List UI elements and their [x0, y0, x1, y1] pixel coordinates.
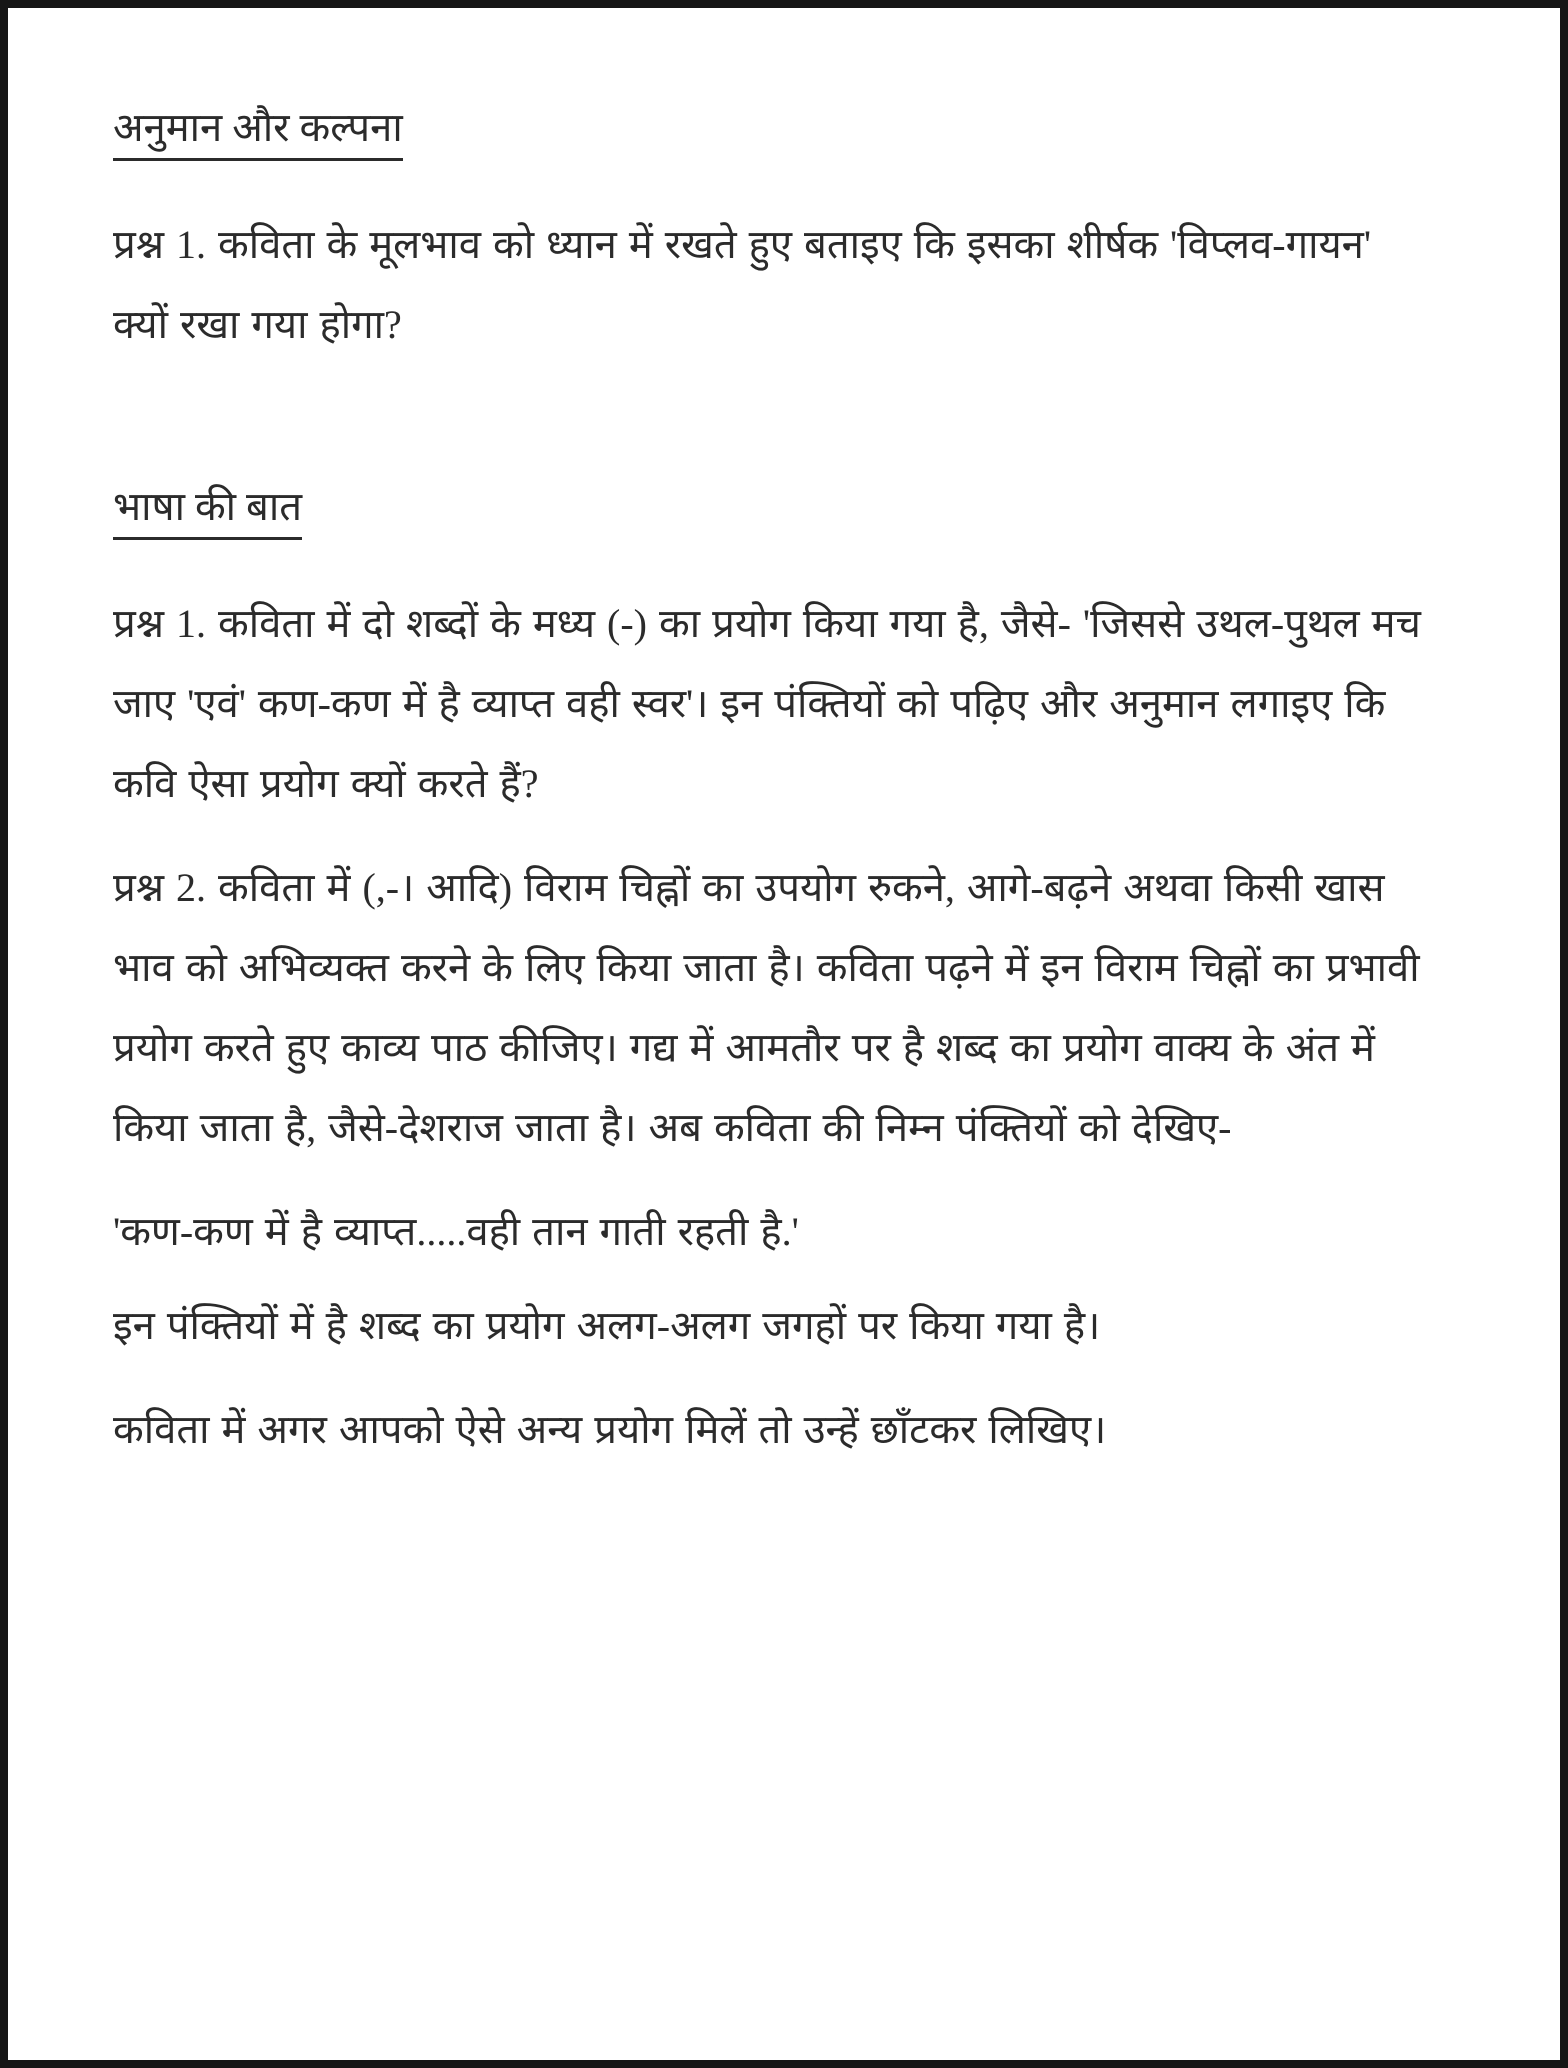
section-heading-bhasha-ki-baat	[113, 483, 1430, 540]
question-1-bhasha: प्रश्न 1. कविता में दो शब्दों के मध्य (-) का प्रयोग किया गया है, जैसे- 'जिससे उथल-पुथल मच जाए 'एवं' कण-कण में है व्याप्त वही स्वर'। इन पंक्तियों को पढ़िए और अनुमान लगाइए कि कवि ऐसा प्रयोग क्यों करते हैं?	[113, 601, 1421, 806]
poem-quote-line: 'कण-कण में है व्याप्त.....वही तान गाती रहती है.'	[113, 1209, 799, 1254]
question-2-bhasha: प्रश्न 2. कविता में (,-। आदि) विराम चिह्नों का उपयोग रुकने, आगे-बढ़ने अथवा किसी खास भाव को अभिव्यक्त करने के लिए किया जाता है। कविता पढ़ने में इन विराम चिह्नों का प्रभावी प्रयोग करते हुए काव्य पाठ कीजिए। गद्य में आमतौर पर है शब्द का प्रयोग वाक्य के अंत में किया जाता है, जैसे-देशराज जाता है। अब कविता की निम्न पंक्तियों को देखिए-	[113, 865, 1420, 1150]
heading-underlined-text: भाषा की बात	[113, 483, 302, 540]
section-heading-anuman-aur-kalpana	[113, 104, 1430, 161]
question-1-anuman: प्रश्न 1. कविता के मूलभाव को ध्यान में रखते हुए बताइए कि इसका शीर्षक 'विप्लव-गायन' क्यों रखा गया होगा?	[113, 222, 1372, 347]
note-paragraph-1: इन पंक्तियों में है शब्द का प्रयोग अलग-अलग जगहों पर किया गया है।	[113, 1303, 1101, 1348]
heading-underlined-text: अनुमान और कल्पना	[113, 104, 403, 161]
page-content	[8, 8, 1560, 1470]
note-paragraph-2: कविता में अगर आपको ऐसे अन्य प्रयोग मिलें तो उन्हें छाँटकर लिखिए।	[113, 1407, 1107, 1452]
